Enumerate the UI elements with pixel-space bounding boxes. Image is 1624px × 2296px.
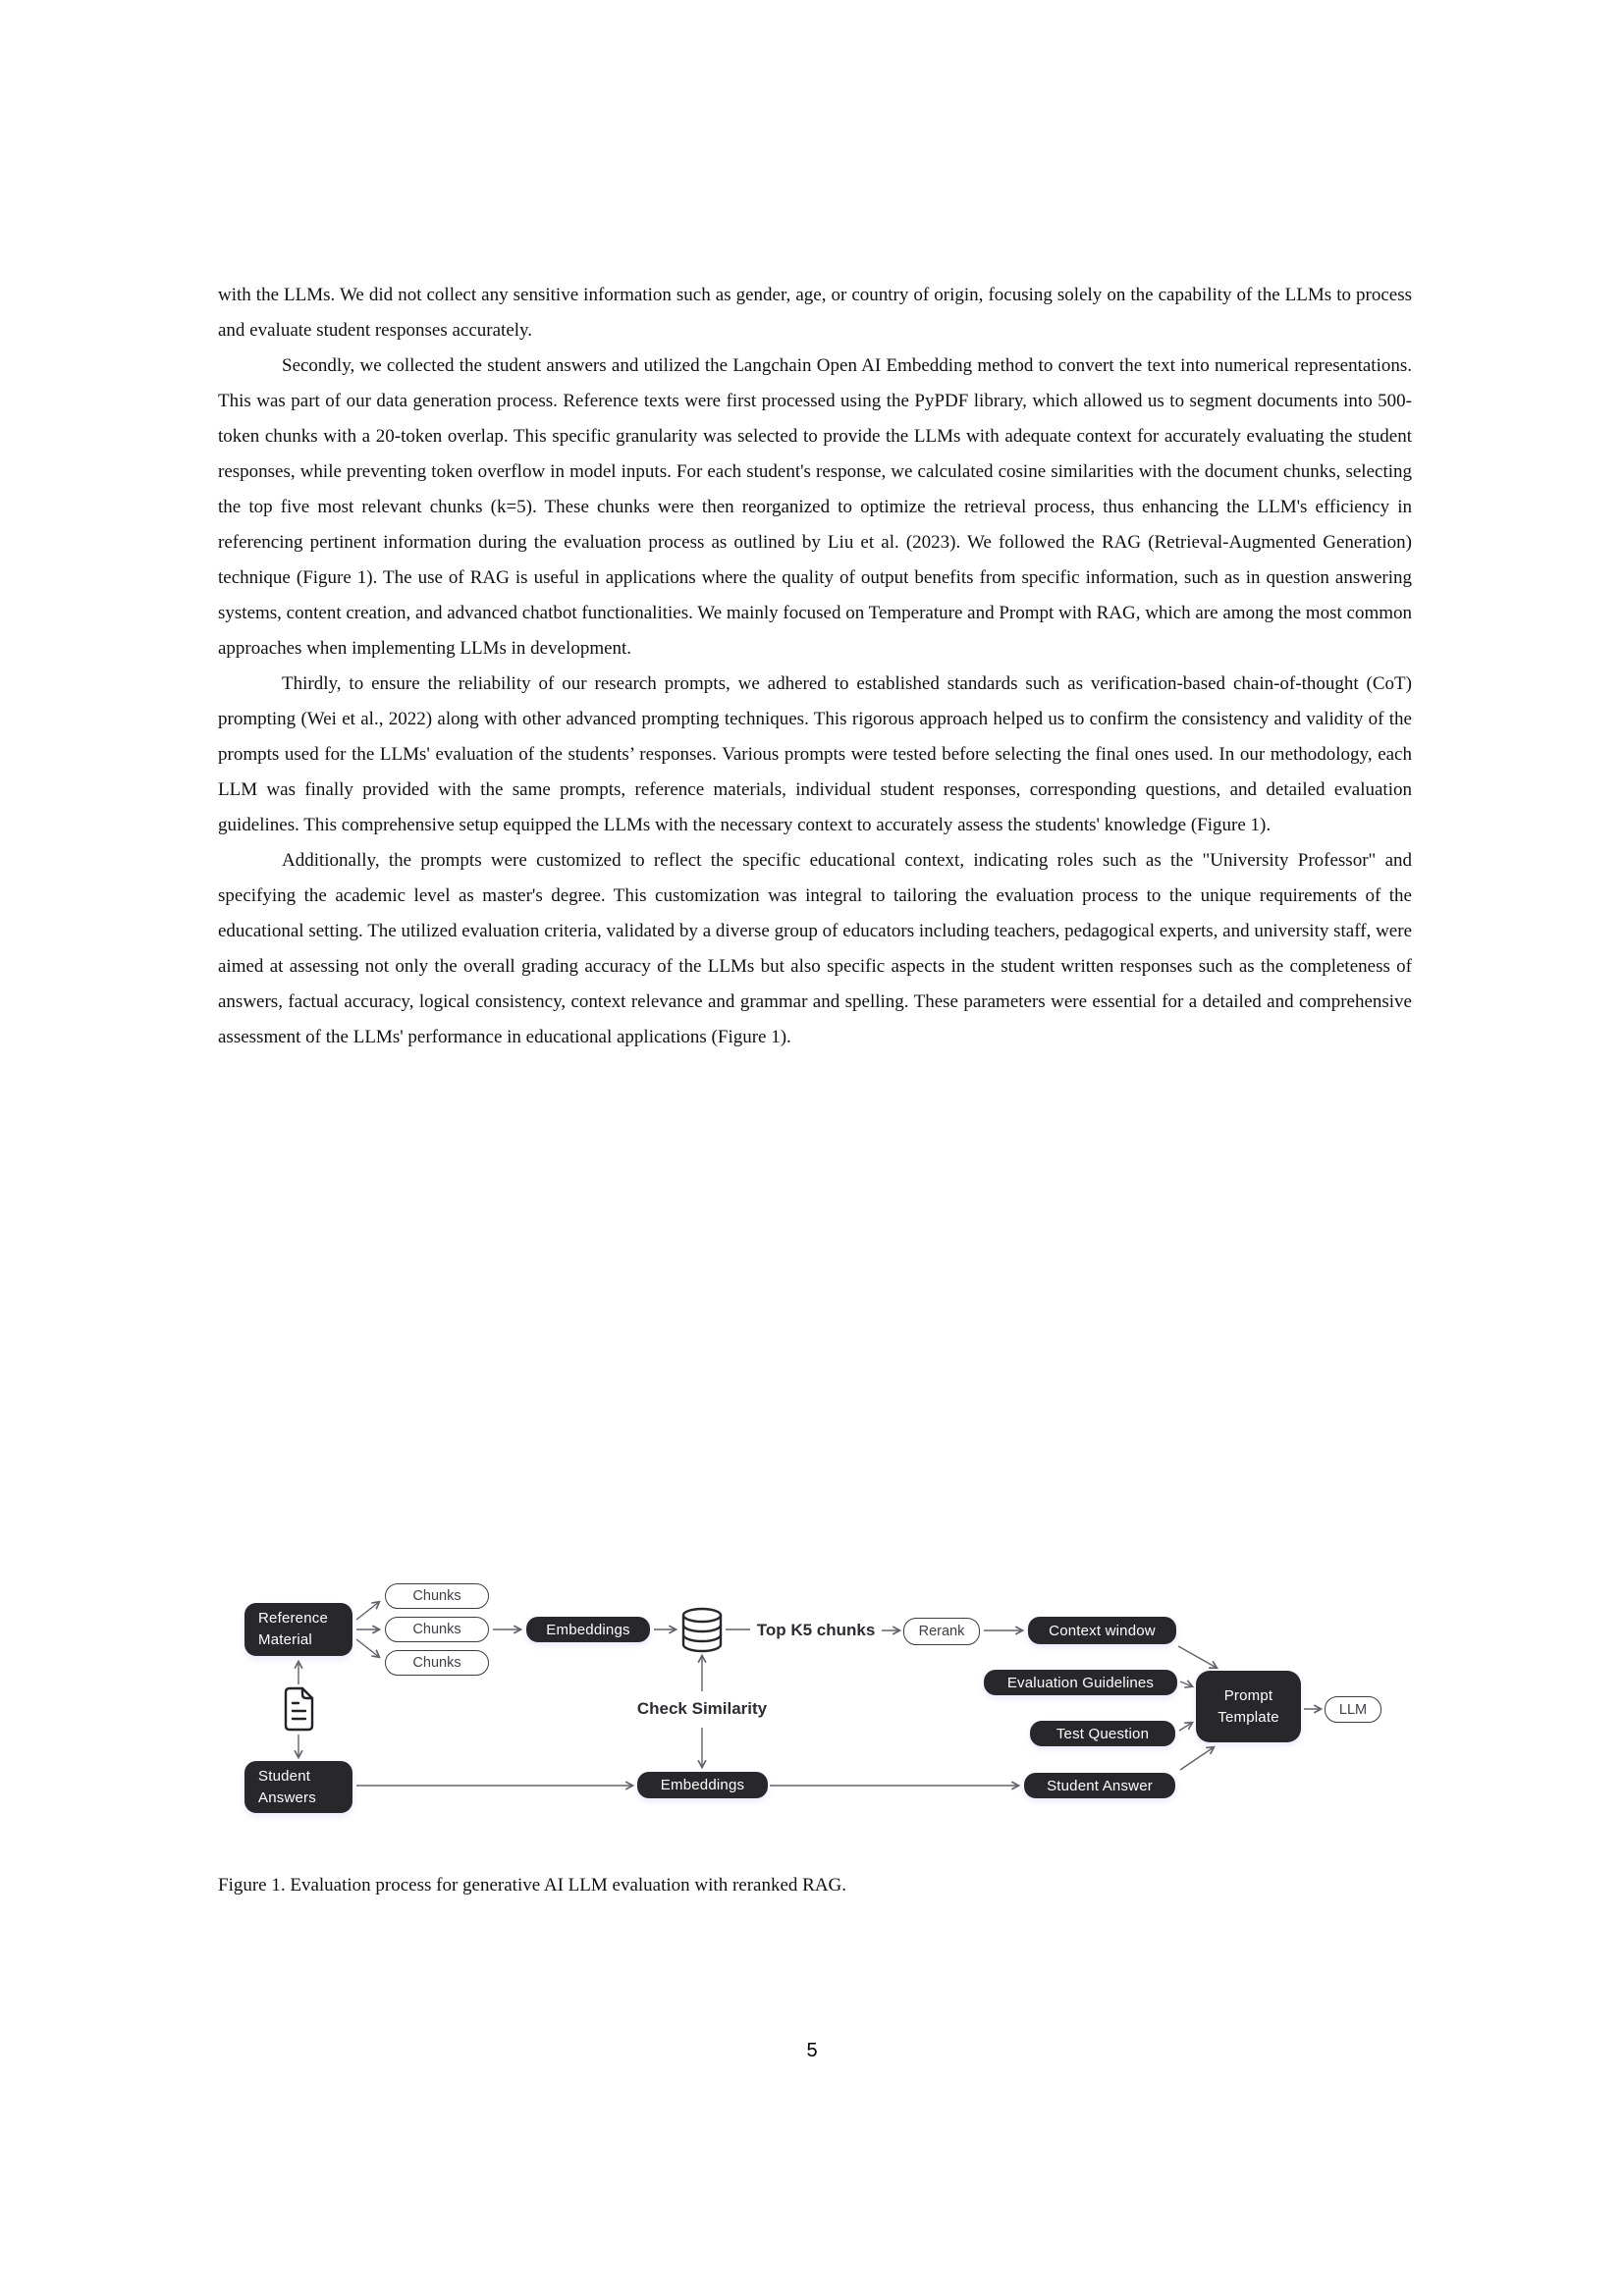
node-chunks-3: Chunks	[385, 1650, 489, 1676]
node-prompt-template: Prompt Template	[1196, 1671, 1301, 1742]
paragraph-1: with the LLMs. We did not collect any sensitive information such as gender, age, or country of origin, focusing solely on the capability of the LLMs to process and evaluate student responses accurately.	[218, 285, 1412, 341]
node-chunks-1: Chunks	[385, 1583, 489, 1609]
node-chunks-2: Chunks	[385, 1617, 489, 1642]
node-llm: LLM	[1325, 1696, 1381, 1723]
paragraph-4: Additionally, the prompts were customized to reflect the specific educational context, indicating roles such as the "University Professor" and specifying the academic level as master's degree. This customization was integral to tailoring the evaluation process to the unique requirements of the educational setting. The utilized evaluation criteria, validated by a diverse group of educators including teachers, pedagogical experts, and university staff, were aimed at assessing not only the overall grading accuracy of the LLMs but also specific aspects in the student written responses such as the completeness of answers, factual accuracy, logical consistency, context relevance and grammar and spelling. These parameters were essential for a detailed and comprehensive assessment of the LLMs' performance in educational applications (Figure 1).	[218, 850, 1412, 1047]
node-context-window: Context window	[1028, 1617, 1176, 1644]
database-icon	[683, 1609, 721, 1651]
label-check-similarity: Check Similarity	[636, 1699, 768, 1718]
paragraph-2: Secondly, we collected the student answers and utilized the Langchain Open AI Embedding method to convert the text into numerical representations. This was part of our data generation process. Reference texts were first processed using the PyPDF library, which allowed us to segment documents into 500-token chunks with a 20-token overlap. This specific granularity was selected to provide the LLMs with adequate context for accurately evaluating the student responses, while preventing token overflow in model inputs. For each student's response, we calculated cosine similarities with the document chunks, selecting the top five most relevant chunks (k=5). These chunks were then reorganized to optimize the retrieval process, thus enhancing the LLM's efficiency in referencing pertinent information during the evaluation process as outlined by Liu et al. (2023). We followed the RAG (Retrieval-Augmented Generation) technique (Figure 1). The use of RAG is useful in applications where the quality of output benefits from specific information, such as in question answering systems, content creation, and advanced chatbot functionalities. We mainly focused on Temperature and Prompt with RAG, which are among the most common approaches when implementing LLMs in development.	[218, 355, 1412, 659]
page-number: 5	[806, 2040, 818, 2061]
node-embeddings-top: Embeddings	[526, 1617, 650, 1642]
document-icon	[286, 1688, 312, 1730]
node-evaluation-guidelines: Evaluation Guidelines	[984, 1670, 1177, 1695]
figure-caption: Figure 1. Evaluation process for generative AI LLM evaluation with reranked RAG.	[218, 1875, 847, 1896]
figure-1-diagram	[218, 1571, 1412, 1865]
page-body-text	[218, 278, 1412, 1055]
label-top-k5-chunks: Top K5 chunks	[756, 1621, 876, 1639]
node-student-answers: Student Answers	[244, 1761, 352, 1813]
paragraph-3: Thirdly, to ensure the reliability of our research prompts, we adhered to established standards such as verification-based chain-of-thought (CoT) prompting (Wei et al., 2022) along with other advanced prompting techniques. This rigorous approach helped us to confirm the consistency and validity of the prompts used for the LLMs' evaluation of the students’ responses. Various prompts were tested before selecting the final ones used. In our methodology, each LLM was finally provided with the same prompts, reference materials, individual student responses, corresponding questions, and detailed evaluation guidelines. This comprehensive setup equipped the LLMs with the necessary context to accurately assess the students' knowledge (Figure 1).	[218, 673, 1412, 835]
node-reference-material: Reference Material	[244, 1603, 352, 1656]
node-rerank: Rerank	[903, 1618, 980, 1645]
node-student-answer: Student Answer	[1024, 1773, 1175, 1798]
node-embeddings-bottom: Embeddings	[637, 1772, 768, 1798]
node-test-question: Test Question	[1030, 1721, 1175, 1746]
